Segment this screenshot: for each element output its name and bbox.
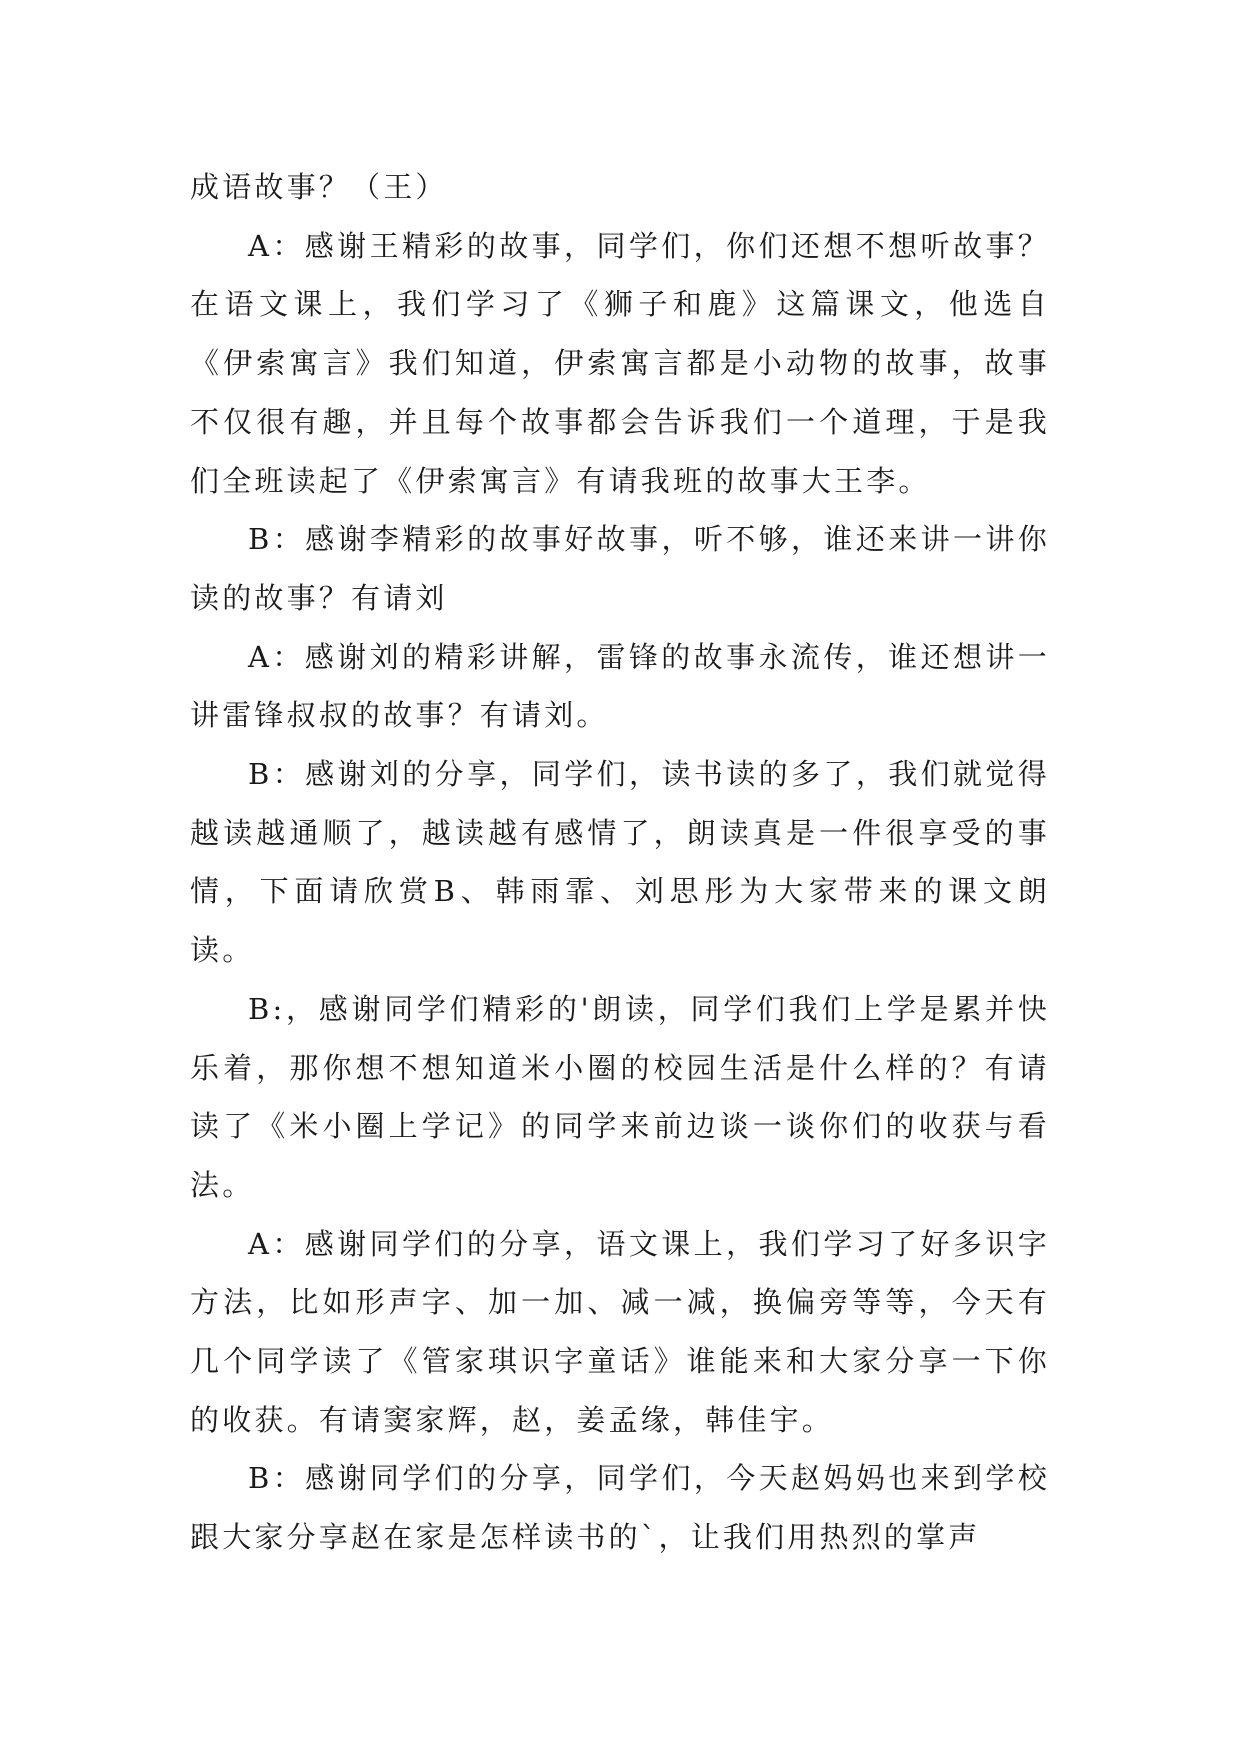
paragraph-3: B：感谢李精彩的故事好故事，听不够，谁还来讲一讲你读的故事？有请刘 <box>190 522 1050 615</box>
paragraph-7: A：感谢同学们的分享，语文课上，我们学习了好多识字方法，比如形声字、加一加、减一减，换偏旁等等，今天有几个同学读了《管家琪识字童话》谁能来和大家分享一下你的收获。有请窦家辉，赵，姜孟缘，韩佳宇。 <box>190 1226 1050 1437</box>
paragraph-6: B:，感谢同学们精彩的'朗读，同学们我们上学是累并快乐着，那你想不想知道米小圈的校园生活是什么样的？有请读了《米小圈上学记》的同学来前边谈一谈你们的收获与看法。 <box>190 991 1050 1202</box>
paragraph-5: B：感谢刘的分享，同学们，读书读的多了，我们就觉得越读越通顺了，越读越有感情了，朗读真是一件很享受的事情，下面请欣赏B、韩雨霏、刘思彤为大家带来的课文朗读。 <box>190 757 1050 968</box>
paragraph-2: A：感谢王精彩的故事，同学们，你们还想不想听故事？在语文课上，我们学习了《狮子和鹿》这篇课文，他选自《伊索寓言》我们知道，伊索寓言都是小动物的故事，故事不仅很有趣，并且每个故事都会告诉我们一个道理，于是我们全班读起了《伊索寓言》有请我班的故事大王李。 <box>190 228 1050 498</box>
paragraph-4: A：感谢刘的精彩讲解，雷锋的故事永流传，谁还想讲一讲雷锋叔叔的故事？有请刘。 <box>190 639 1050 733</box>
paragraph-8: B：感谢同学们的分享，同学们，今天赵妈妈也来到学校跟大家分享赵在家是怎样读书的`，让我们用热烈的掌声 <box>190 1461 1050 1555</box>
document-body <box>190 158 1050 1567</box>
paragraph-1: 成语故事？（王） <box>190 170 448 204</box>
